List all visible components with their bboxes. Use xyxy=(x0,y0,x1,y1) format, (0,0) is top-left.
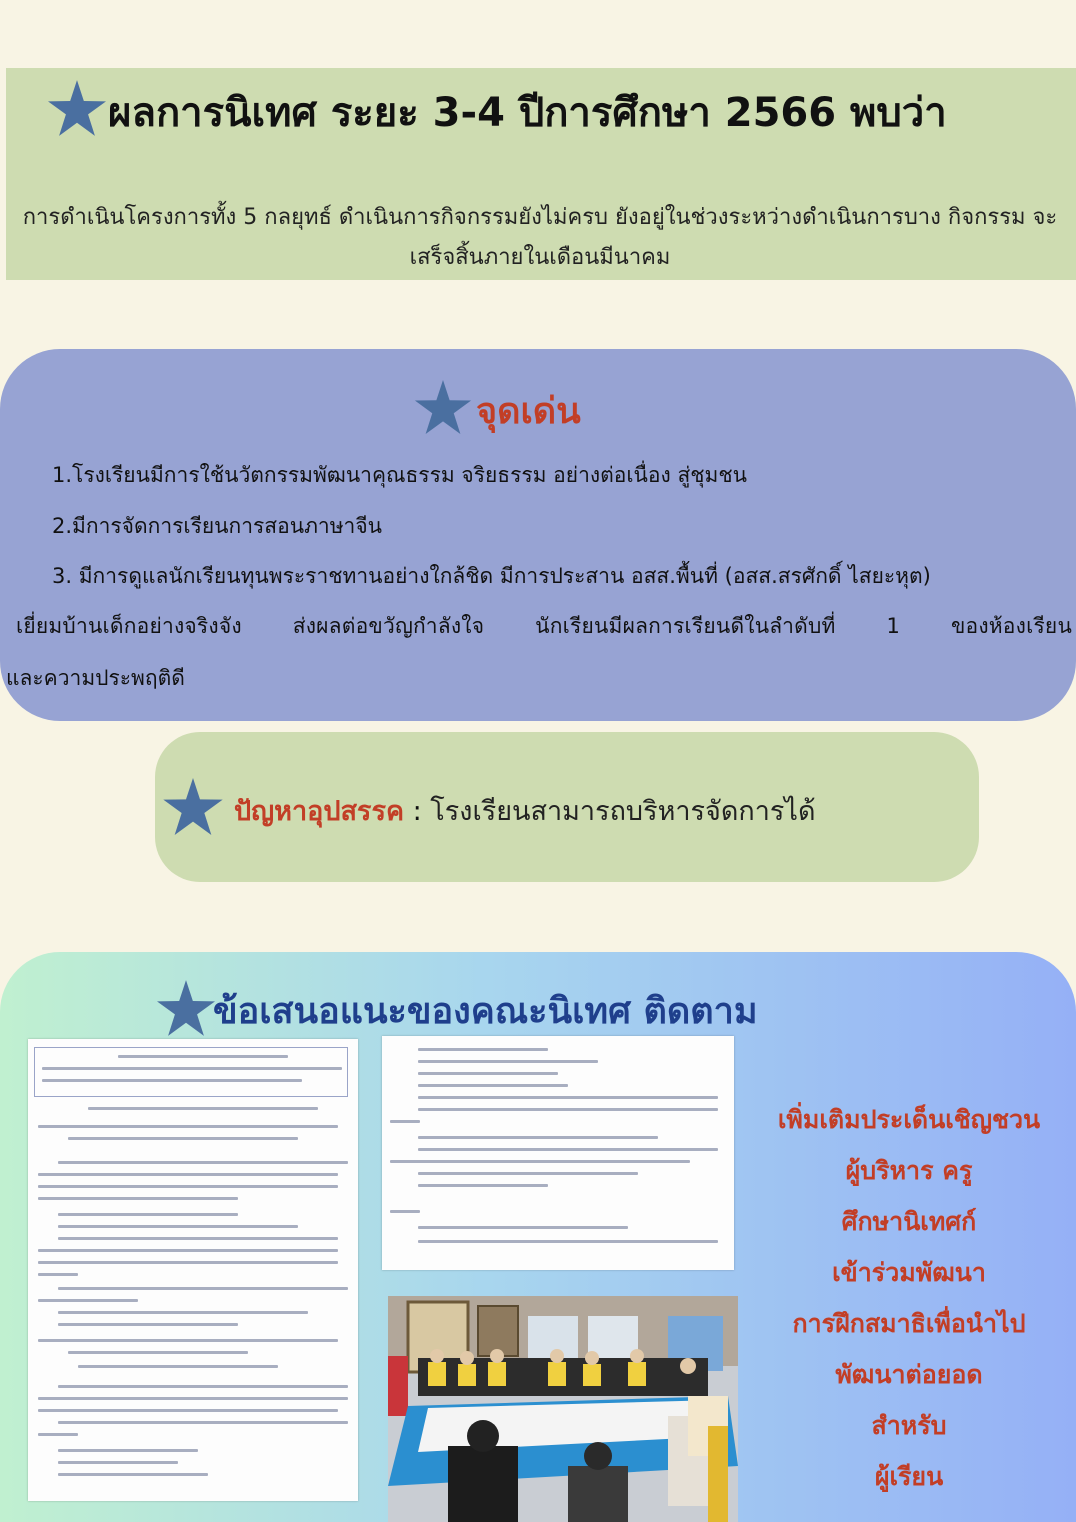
star-icon xyxy=(48,80,106,136)
document-image-left xyxy=(28,1039,358,1501)
suggestion-line: เข้าร่วมพัฒนา xyxy=(832,1258,986,1287)
suggestion-line: สำหรับ xyxy=(871,1411,947,1440)
suggestion-line: พัฒนาต่อยอด xyxy=(835,1360,983,1389)
obstacle-text: โรงเรียนสามารถบริหารจัดการได้ xyxy=(430,796,816,827)
suggestion-line: ผู้เรียน xyxy=(874,1462,944,1491)
obstacle-line xyxy=(234,789,816,832)
highlight-item: 2.มีการจัดการเรียนการสอนภาษาจีน xyxy=(52,514,383,538)
star-icon xyxy=(163,778,223,835)
suggestions-title: ข้อเสนอแนะของคณะนิเทศ ติดตาม xyxy=(213,991,758,1032)
obstacle-separator: : xyxy=(404,796,431,827)
highlight-item-continued: และความประพฤติดี xyxy=(6,666,185,690)
suggestion-line: ผู้บริหาร ครู xyxy=(845,1156,973,1185)
suggestion-line: การฝึกสมาธิเพื่อนำไป xyxy=(792,1309,1026,1338)
highlights-title: จุดเด่น xyxy=(476,391,581,432)
obstacle-label: ปัญหาอุปสรรค xyxy=(234,796,405,827)
page-title: ผลการนิเทศ ระยะ 3-4 ปีการศึกษา 2566 พบว่า xyxy=(108,90,947,136)
highlight-item: 1.โรงเรียนมีการใช้นวัตกรรมพัฒนาคุณธรรม จริยธรรม อย่างต่อเนื่อง สู่ชุมชน xyxy=(52,463,747,487)
suggestion-text xyxy=(742,1094,1076,1502)
star-icon xyxy=(157,980,215,1036)
highlight-item-continued: เยี่ยมบ้านเด็กอย่างจริงจัง ส่งผลต่อขวัญกำลังใจ นักเรียนมีผลการเรียนดีในลำดับที่ 1 ของห้องเรียน xyxy=(16,614,1072,638)
header-summary: การดำเนินโครงการทั้ง 5 กลยุทธ์ ดำเนินการกิจกรรมยังไม่ครบ ยังอยู่ในช่วงระหว่างดำเนินการบาง กิจกรรม จะเสร็จสิ้นภายในเดือนมีนาคม xyxy=(22,205,1058,270)
meeting-photo xyxy=(388,1296,738,1522)
meeting-photo-illustration xyxy=(388,1296,738,1522)
suggestion-line: ศึกษานิเทศก์ xyxy=(841,1207,977,1236)
highlight-item: 3. มีการดูแลนักเรียนทุนพระราชทานอย่างใกล้ชิด มีการประสาน อสส.พื้นที่ (อสส.สรศักดิ์ ไสยะหุต) xyxy=(52,564,931,588)
suggestion-line: เพิ่มเติมประเด็นเชิญชวน xyxy=(777,1105,1041,1134)
star-icon xyxy=(414,380,472,434)
document-image-right xyxy=(382,1036,734,1270)
